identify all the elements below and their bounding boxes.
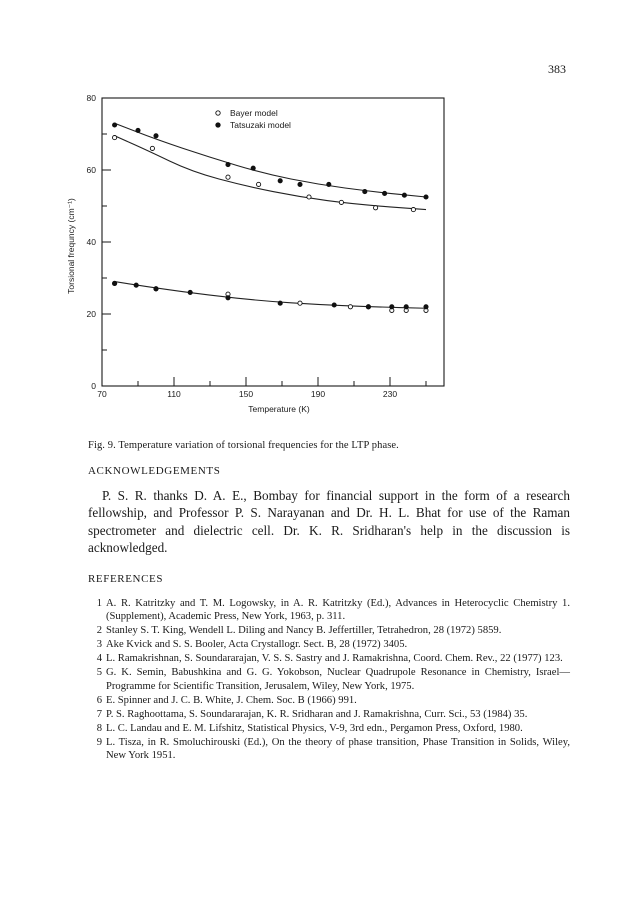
acknowledgements-text: P. S. R. thanks D. A. E., Bombay for financial support in the form of a research fellowship, and Professor P. S. Narayanan and Dr. H. L. Bhat for use of the Raman spectrometer and dielectric cell. Dr. K. R. Sridharan's help in the discussion is acknowledged.	[88, 488, 570, 555]
bayer-point	[307, 195, 311, 199]
reference-item	[88, 652, 570, 665]
acknowledgements-heading: ACKNOWLEDGEMENTS	[88, 465, 221, 477]
references-list	[88, 597, 570, 763]
tatsuzaki-point	[226, 296, 230, 300]
reference-text: L. C. Landau and E. M. Lifshitz, Statistical Physics, V-9, 3rd edn., Pergamon Press, Oxford, 1980.	[106, 722, 523, 734]
tatsuzaki-point	[366, 305, 370, 309]
tatsuzaki-point	[188, 290, 192, 294]
tatsuzaki-point	[390, 305, 394, 309]
y-tick-label: 0	[91, 381, 96, 391]
tatsuzaki-point	[154, 134, 158, 138]
reference-item	[88, 694, 570, 707]
y-tick-label: 40	[86, 237, 96, 247]
reference-item	[88, 736, 570, 763]
references-heading: REFERENCES	[88, 573, 164, 585]
reference-number: 5	[96, 667, 102, 679]
tatsuzaki-point	[113, 281, 117, 285]
tatsuzaki-point	[134, 283, 138, 287]
tatsuzaki-point	[136, 128, 140, 132]
legend-label-bayer: Bayer model	[230, 108, 278, 118]
reference-item	[88, 722, 570, 735]
reference-number: 9	[96, 736, 102, 748]
tatsuzaki-point	[298, 182, 302, 186]
reference-text: L. Ramakrishnan, S. Soundararajan, V. S. S. Sastry and J. Ramakrishna, Coord. Chem. Rev., 22 (1977) 123.	[106, 653, 563, 665]
tatsuzaki-point	[278, 179, 282, 183]
tatsuzaki-point	[402, 193, 406, 197]
reference-number: 2	[96, 625, 102, 637]
reference-text: L. Tisza, in R. Smoluchirouski (Ed.), On the theory of phase transition, Phase Transition in Solids, Wiley, New York 1951.	[106, 736, 570, 762]
bayer-point	[411, 208, 415, 212]
y-axis-label: Torsional frequncy (cm⁻¹)	[66, 198, 76, 294]
reference-number: 7	[96, 708, 102, 720]
tatsuzaki-point	[251, 166, 255, 170]
legend-marker-tatsuzaki	[216, 123, 220, 127]
bayer-point	[339, 200, 343, 204]
x-tick-label: 230	[382, 389, 398, 399]
tatsuzaki-point	[226, 163, 230, 167]
reference-text: Stanley S. T. King, Wendell L. Diling and Nancy B. Jeffertiller, Tetrahedron, 28 (1972) 5859.	[106, 625, 502, 637]
y-tick-label: 80	[86, 93, 96, 103]
reference-item	[88, 638, 570, 651]
bayer-point	[257, 182, 261, 186]
bayer-point	[150, 146, 154, 150]
reference-text: P. S. Raghoottama, S. Soundararajan, K. R. Sridharan and J. Ramakrishna, Curr. Sci., 53 (1984) 35.	[106, 708, 528, 720]
reference-text: G. K. Semin, Babushkina and G. G. Yokobson, Nuclear Quadrupole Resonance in Chemistry, Israel—Programme for Scientific Transition, Jerusalem, Wiley, New York, 1975.	[106, 667, 570, 692]
tatsuzaki-point	[404, 305, 408, 309]
fit-curve	[115, 136, 426, 210]
y-tick-label: 20	[86, 309, 96, 319]
reference-number: 3	[96, 639, 102, 651]
reference-text: Ake Kvick and S. S. Booler, Acta Crystallogr. Sect. B, 28 (1972) 3405.	[106, 639, 408, 651]
reference-item	[88, 624, 570, 637]
reference-number: 6	[96, 694, 102, 706]
plot-frame	[102, 98, 444, 386]
fit-curve	[115, 123, 426, 197]
legend-marker-bayer	[216, 111, 220, 115]
legend-label-tatsuzaki: Tatsuzaki model	[230, 120, 291, 130]
x-tick-label: 150	[238, 389, 254, 399]
reference-text: E. Spinner and J. C. B. White, J. Chem. Soc. B (1966) 991.	[106, 694, 357, 706]
torsional-frequency-chart	[60, 88, 460, 428]
tatsuzaki-point	[363, 190, 367, 194]
page-number: 383	[548, 62, 566, 76]
tatsuzaki-point	[278, 301, 282, 305]
reference-number: 8	[96, 722, 102, 734]
bayer-point	[374, 206, 378, 210]
x-tick-label: 70	[97, 389, 107, 399]
bayer-point	[348, 305, 352, 309]
tatsuzaki-point	[332, 303, 336, 307]
reference-item	[88, 597, 570, 624]
reference-number: 4	[96, 653, 102, 665]
tatsuzaki-point	[424, 195, 428, 199]
reference-number: 1	[96, 598, 102, 609]
fit-curve	[115, 282, 426, 309]
tatsuzaki-point	[113, 123, 117, 127]
tatsuzaki-point	[154, 287, 158, 291]
reference-text: A. R. Katritzky and T. M. Logowsky, in A. R. Katritzky (Ed.), Advances in Heterocyclic Chemistry 1. (Supplement), Academic Press, New York, 1963, p. 311.	[106, 598, 570, 623]
x-tick-label: 110	[167, 389, 181, 399]
bayer-point	[113, 136, 117, 140]
bayer-point	[298, 301, 302, 305]
y-tick-label: 60	[86, 165, 96, 175]
figure-caption: Fig. 9. Temperature variation of torsional frequencies for the LTP phase.	[88, 440, 399, 451]
reference-item	[88, 708, 570, 721]
tatsuzaki-point	[383, 191, 387, 195]
tatsuzaki-point	[424, 305, 428, 309]
x-tick-label: 190	[310, 389, 326, 399]
figure-9	[60, 88, 460, 428]
bayer-point	[226, 175, 230, 179]
reference-item	[88, 666, 570, 693]
tatsuzaki-point	[327, 182, 331, 186]
x-axis-label: Temperature (K)	[248, 404, 310, 414]
